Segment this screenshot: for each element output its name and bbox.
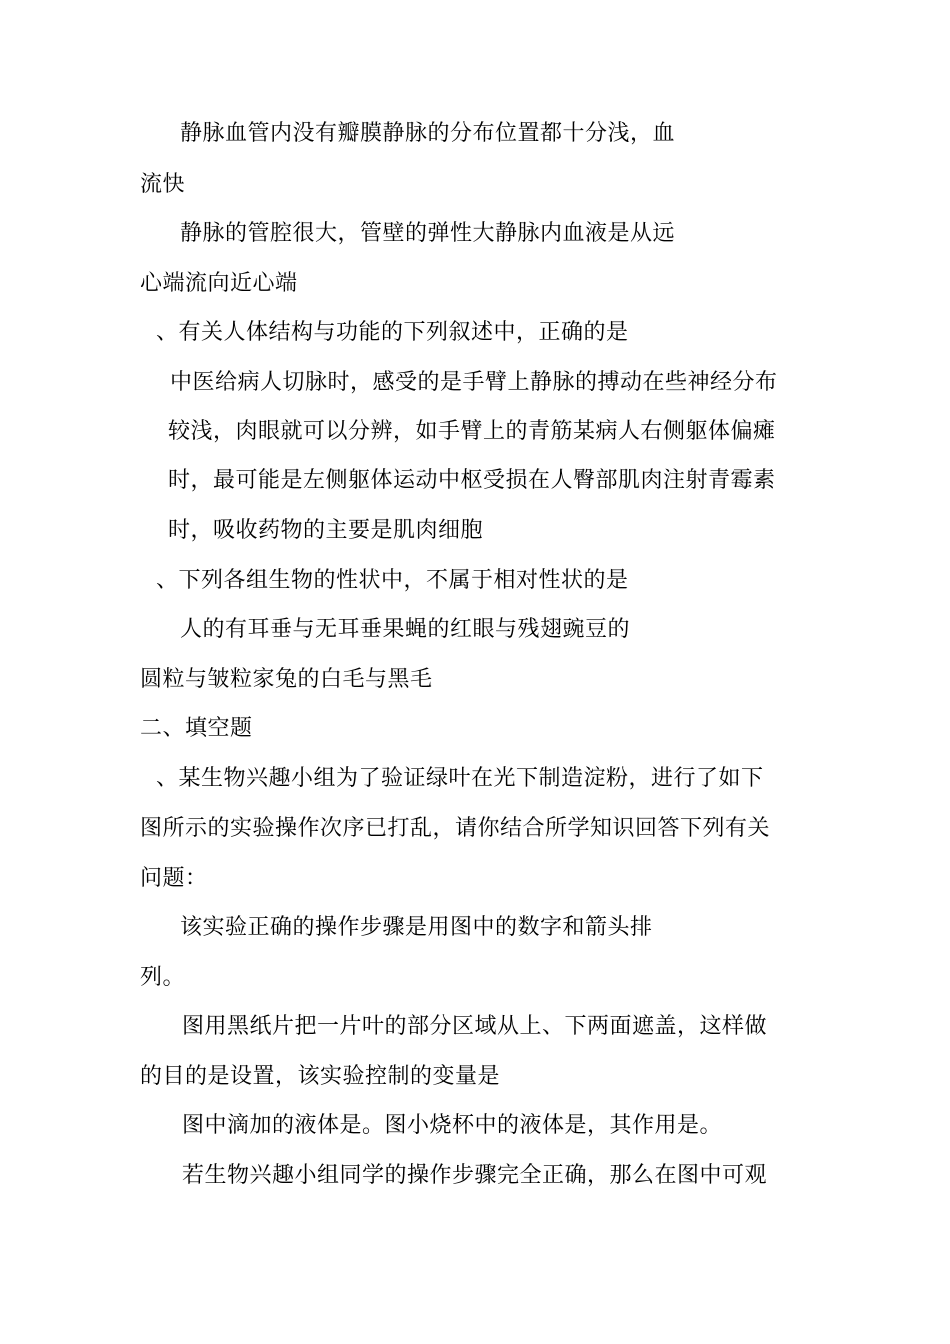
section-heading: 二、填空题 (140, 716, 253, 741)
text-line: 图中滴加的液体是。图小烧杯中的液体是，其作用是。 (182, 1113, 723, 1138)
text-line: 静脉血管内没有瓣膜静脉的分布位置都十分浅，血 (180, 121, 676, 146)
text-line: 若生物兴趣小组同学的操作步骤完全正确，那么在图中可观 (182, 1163, 768, 1188)
text-line: 中医给病人切脉时，感受的是手臂上静脉的搏动在些神经分布 (170, 370, 778, 395)
text-line: 静脉的管腔很大，管壁的弹性大静脉内血液是从远 (180, 221, 676, 246)
text-line: 人的有耳垂与无耳垂果蝇的红眼与残翅豌豆的 (180, 617, 631, 642)
text-line: 心端流向近心端 (140, 271, 298, 296)
question-stem: 、有关人体结构与功能的下列叙述中，正确的是 (156, 320, 629, 345)
text-line: 圆粒与皱粒家兔的白毛与黑毛 (140, 667, 433, 692)
text-line: 列。 (140, 965, 186, 990)
text-line: 时，最可能是左侧躯体运动中枢受损在人臀部肌肉注射青霉素 (168, 468, 776, 493)
question-stem: 、某生物兴趣小组为了验证绿叶在光下制造淀粉，进行了如下 (156, 766, 764, 791)
question-stem: 、下列各组生物的性状中，不属于相对性状的是 (156, 568, 629, 593)
text-line: 较浅，肉眼就可以分辨，如手臂上的青筋某病人右侧躯体偏瘫 (168, 419, 776, 444)
text-line: 时，吸收药物的主要是肌肉细胞 (168, 518, 484, 543)
text-line: 问题： (140, 866, 208, 891)
text-line: 的目的是设置，该实验控制的变量是 (140, 1064, 501, 1089)
text-line: 该实验正确的操作步骤是用图中的数字和箭头排 (180, 915, 653, 940)
text-line: 图所示的实验操作次序已打乱，请你结合所学知识回答下列有关 (140, 816, 771, 841)
text-line: 图用黑纸片把一片叶的部分区域从上、下两面遮盖，这样做 (182, 1014, 768, 1039)
text-line: 流快 (140, 172, 186, 197)
